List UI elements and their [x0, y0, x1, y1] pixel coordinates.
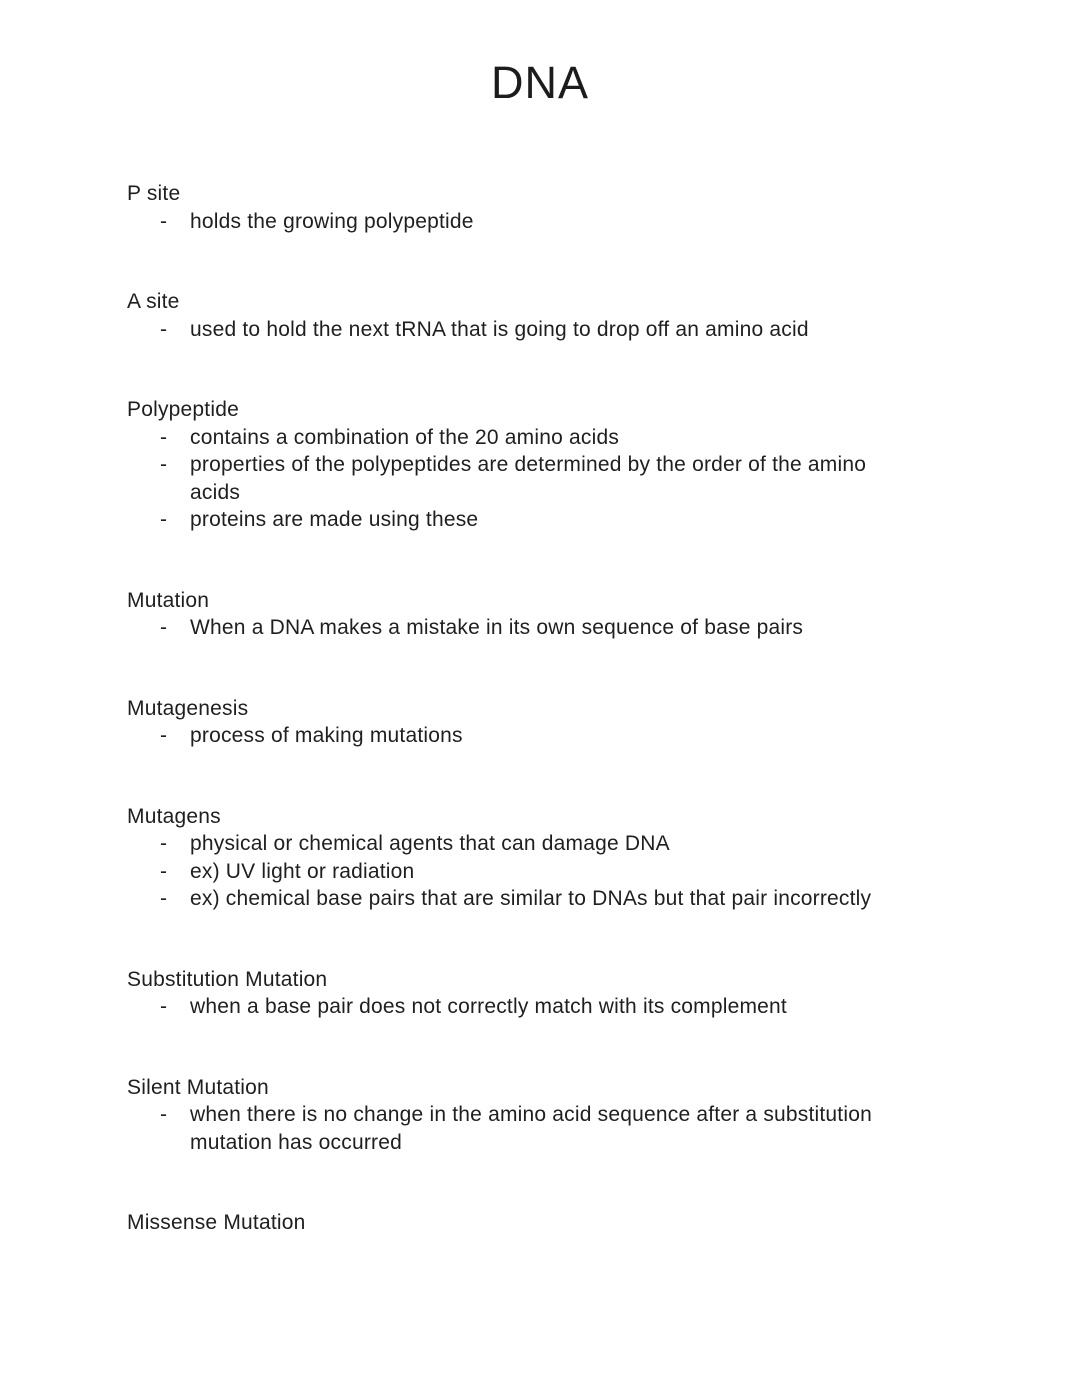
term-heading: Polypeptide	[127, 398, 239, 421]
term-bullet-list	[127, 722, 953, 750]
page-title: DNA	[490, 57, 589, 108]
bullet-dash: -	[160, 724, 168, 747]
bullet-item	[160, 614, 953, 642]
term-section-missense-mutation	[127, 1209, 953, 1237]
bullet-item	[160, 993, 953, 1021]
term-section-mutation	[127, 587, 953, 642]
bullet-dash: -	[160, 1103, 168, 1126]
bullet-text: When a DNA makes a mistake in its own sequence of base pairs	[190, 616, 804, 639]
bullet-dash: -	[160, 859, 168, 883]
bullet-text: physical or chemical agents that can damage DNA	[190, 832, 670, 855]
bullet-text: used to hold the next tRNA that is going to drop off an amino acid	[190, 317, 809, 341]
term-bullet-list	[127, 316, 953, 344]
bullet-dash: -	[160, 317, 168, 341]
bullet-dash: -	[160, 887, 168, 910]
term-bullet-list	[127, 424, 953, 534]
term-bullet-list	[127, 614, 953, 642]
term-section-mutagenesis	[127, 695, 953, 750]
bullet-dash: -	[160, 425, 168, 449]
term-section-a-site	[127, 288, 953, 343]
term-heading: Missense Mutation	[127, 1211, 306, 1234]
bullet-item	[160, 451, 953, 506]
bullet-text: properties of the polypeptides are determined by the order of the amino acids	[190, 453, 867, 504]
bullet-item	[160, 858, 953, 886]
term-section-silent-mutation	[127, 1074, 953, 1157]
term-section-polypeptide	[127, 396, 953, 534]
term-heading: Silent Mutation	[127, 1075, 269, 1099]
term-heading: Mutagens	[127, 804, 221, 828]
bullet-text: process of making mutations	[190, 724, 463, 747]
bullet-item	[160, 424, 953, 452]
bullet-text: when a base pair does not correctly match with its complement	[190, 995, 787, 1018]
term-section-mutagens	[127, 803, 953, 913]
bullet-item	[160, 830, 953, 858]
term-bullet-list	[127, 993, 953, 1021]
term-heading: Substitution Mutation	[127, 967, 328, 991]
bullet-item	[160, 316, 953, 344]
term-heading: P site	[127, 182, 181, 205]
bullet-dash: -	[160, 995, 168, 1018]
bullet-text: ex) UV light or radiation	[190, 859, 415, 883]
bullet-item	[160, 722, 953, 750]
bullet-dash: -	[160, 453, 168, 476]
bullet-text: ex) chemical base pairs that are similar to DNAs but that pair incorrectly	[190, 887, 872, 910]
bullet-dash: -	[160, 832, 168, 855]
bullet-item	[160, 506, 953, 534]
bullet-item	[160, 208, 953, 236]
bullet-dash: -	[160, 508, 168, 531]
bullet-text: when there is no change in the amino acid sequence after a substitution mutation has occurred	[190, 1103, 872, 1154]
bullet-dash: -	[160, 616, 168, 639]
bullet-text: contains a combination of the 20 amino acids	[190, 425, 620, 449]
term-section-p-site	[127, 180, 953, 235]
term-bullet-list	[127, 830, 953, 913]
bullet-text: proteins are made using these	[190, 508, 479, 531]
term-bullet-list	[127, 1101, 953, 1156]
term-bullet-list	[127, 208, 953, 236]
bullet-item	[160, 885, 953, 913]
bullet-item	[160, 1101, 953, 1156]
term-heading: Mutation	[127, 588, 210, 612]
term-heading: A site	[127, 290, 180, 313]
bullet-dash: -	[160, 209, 168, 233]
bullet-text: holds the growing polypeptide	[190, 209, 474, 233]
term-heading: Mutagenesis	[127, 696, 249, 720]
term-section-substitution-mutation	[127, 966, 953, 1021]
